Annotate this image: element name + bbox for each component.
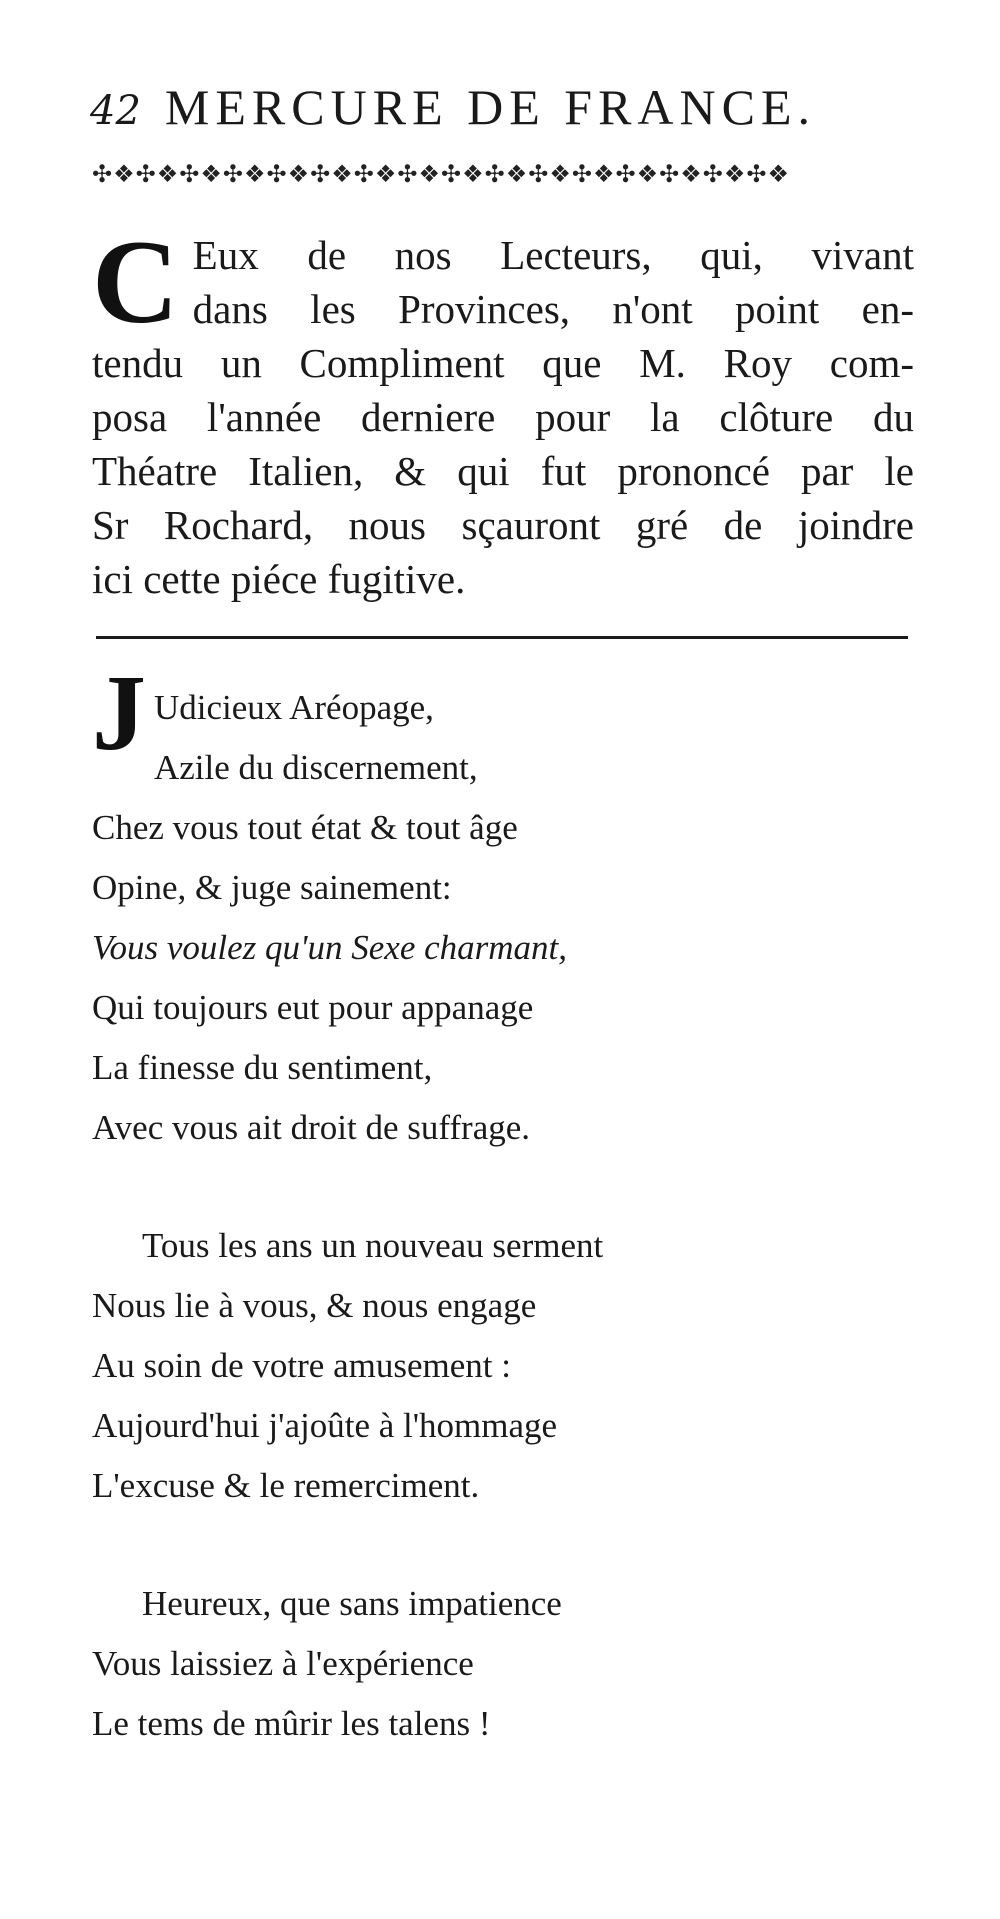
verse: Nous lie à vous, & nous engage [92, 1286, 537, 1325]
intro-drop-cap: C [92, 215, 179, 348]
verse: Opine, & juge sainement: [92, 868, 452, 907]
verse: Vous voulez qu'un Sexe charmant, [92, 928, 568, 967]
page-header [90, 78, 920, 138]
verse: Heureux, que sans impatience [142, 1584, 562, 1623]
stanza-2 [92, 1216, 792, 1516]
verse: Qui toujours eut pour appanage [92, 988, 534, 1027]
poem-drop-cap: J [92, 654, 146, 773]
intro-line: tendu un Compliment que M. Roy com- [92, 340, 914, 386]
intro-line: ici cette piéce fugitive. [92, 556, 466, 602]
verse: Le tems de mûrir les talens ! [92, 1704, 491, 1743]
verse: La finesse du sentiment, [92, 1048, 433, 1087]
verse: Aujourd'hui j'ajoûte à l'hommage [92, 1406, 558, 1445]
intro-line: dans les Provinces, n'ont point en- [192, 286, 914, 332]
stanza-3 [92, 1574, 792, 1754]
verse: Azile du discernement, [154, 748, 478, 787]
intro-line: posa l'année derniere pour la clôture du [92, 394, 914, 440]
stanza-1 [92, 654, 792, 1158]
verse: Vous laissiez à l'expérience [92, 1644, 474, 1683]
intro-line: Théatre Italien, & qui fut prononcé par le [92, 448, 914, 494]
verse: Udicieux Aréopage, [154, 688, 434, 727]
running-title: MERCURE DE FRANCE. [164, 79, 817, 135]
verse: Avec vous ait droit de suffrage. [92, 1108, 531, 1147]
poem [92, 654, 792, 1754]
verse: Chez vous tout état & tout âge [92, 808, 518, 847]
verse: L'excuse & le remerciment. [92, 1466, 480, 1505]
verse: Au soin de votre amusement : [92, 1346, 511, 1385]
intro-line: Sr Rochard, nous sçauront gré de joindre [92, 502, 914, 548]
verse: Tous les ans un nouveau serment [142, 1226, 604, 1265]
section-divider [96, 636, 908, 639]
intro-line: Eux de nos Lecteurs, qui, vivant [192, 232, 914, 278]
page-number: 42 [90, 88, 141, 134]
ornament-band: ✣❖✣❖✣❖✣❖✣❖✣❖✣❖✣❖✣❖✣❖✣❖✣❖✣❖✣❖✣❖✣❖ [92, 160, 790, 188]
intro-paragraph [92, 215, 914, 606]
